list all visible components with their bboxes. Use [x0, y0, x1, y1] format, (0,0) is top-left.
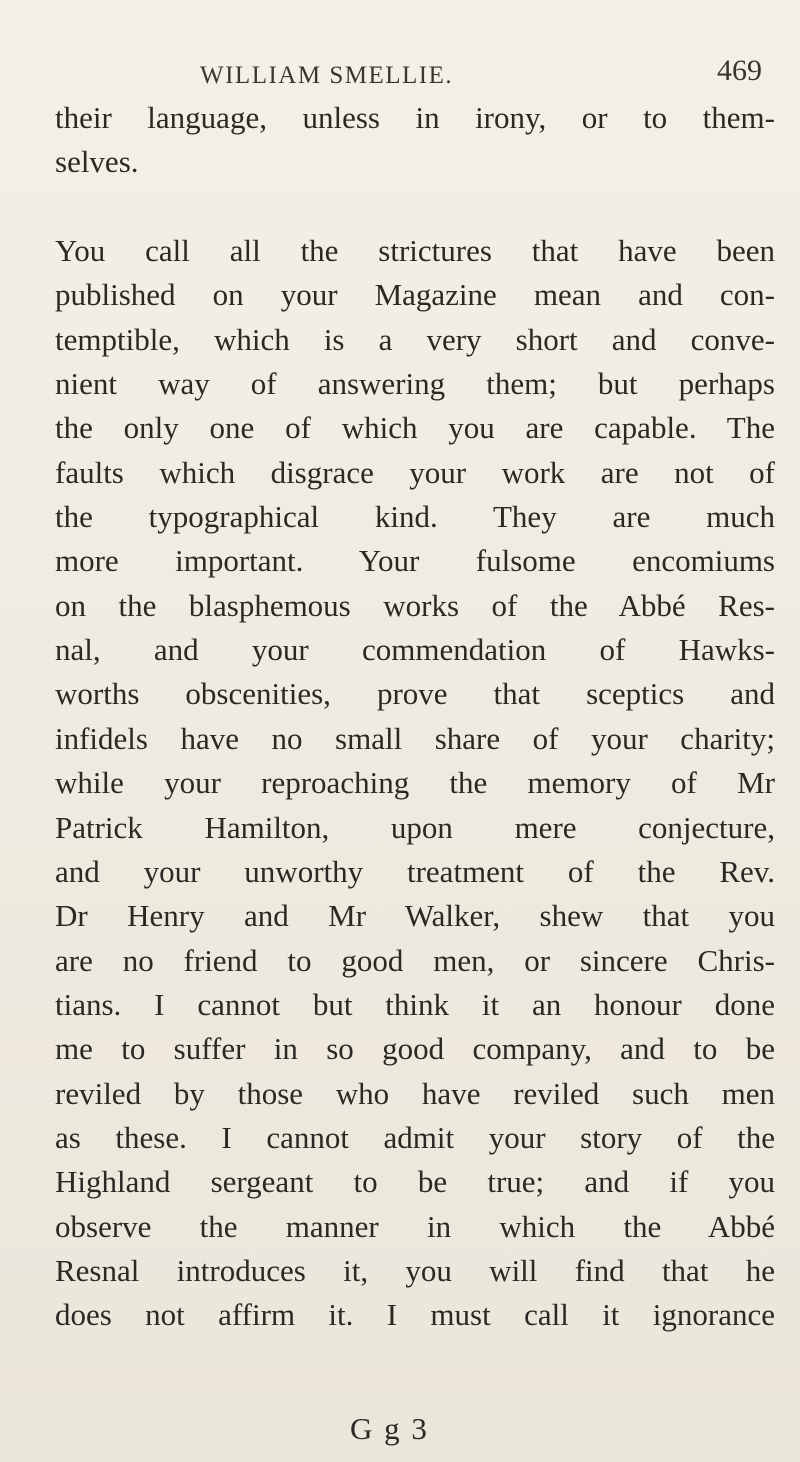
text-line: the typographical kind. They are much: [55, 499, 775, 535]
paragraph-gap: [55, 185, 775, 229]
text-line: me to suffer in so good company, and to be: [55, 1031, 775, 1067]
text-line: faults which disgrace your work are not of: [55, 454, 775, 490]
text-line: their language, unless in irony, or to them-: [55, 100, 775, 135]
text-line: observe the manner in which the Abbé: [55, 1208, 775, 1244]
text-line: tians. I cannot but think it an honour done: [55, 986, 775, 1022]
text-line: while your reproaching the memory of Mr: [55, 765, 775, 801]
text-line: Highland sergeant to be true; and if you: [55, 1164, 775, 1200]
text-line: as these. I cannot admit your story of the: [55, 1119, 775, 1155]
text-line: and your unworthy treatment of the Rev.: [55, 853, 775, 889]
text-line: You call all the strictures that have been: [55, 233, 775, 269]
text-line: Resnal introduces it, you will find that he: [55, 1252, 775, 1288]
text-line: the only one of which you are capable. The: [55, 410, 775, 446]
text-line: published on your Magazine mean and con-: [55, 277, 775, 313]
text-line: selves.: [55, 144, 139, 180]
text-line: does not affirm it. I must call it ignorance: [55, 1297, 775, 1333]
running-title: WILLIAM SMELLIE.: [200, 62, 454, 89]
text-line: nal, and your commendation of Hawks-: [55, 632, 775, 668]
text-line: Patrick Hamilton, upon mere conjecture,: [55, 809, 775, 845]
text-line: more important. Your fulsome encomiums: [55, 543, 775, 579]
text-line: are no friend to good men, or sincere Chris-: [55, 942, 775, 978]
page-number: 469: [717, 54, 762, 87]
text-line: nient way of answering them; but perhaps: [55, 366, 775, 402]
text-line: on the blasphemous works of the Abbé Res-: [55, 587, 775, 623]
text-line: reviled by those who have reviled such men: [55, 1075, 775, 1111]
signature-mark: G g 3: [350, 1411, 429, 1446]
text-line: temptible, which is a very short and conve-: [55, 321, 775, 357]
body-text: [55, 96, 775, 1338]
text-line: worths obscenities, prove that sceptics and: [55, 676, 775, 712]
text-line: Dr Henry and Mr Walker, shew that you: [55, 898, 775, 934]
text-line: infidels have no small share of your charity;: [55, 720, 775, 756]
